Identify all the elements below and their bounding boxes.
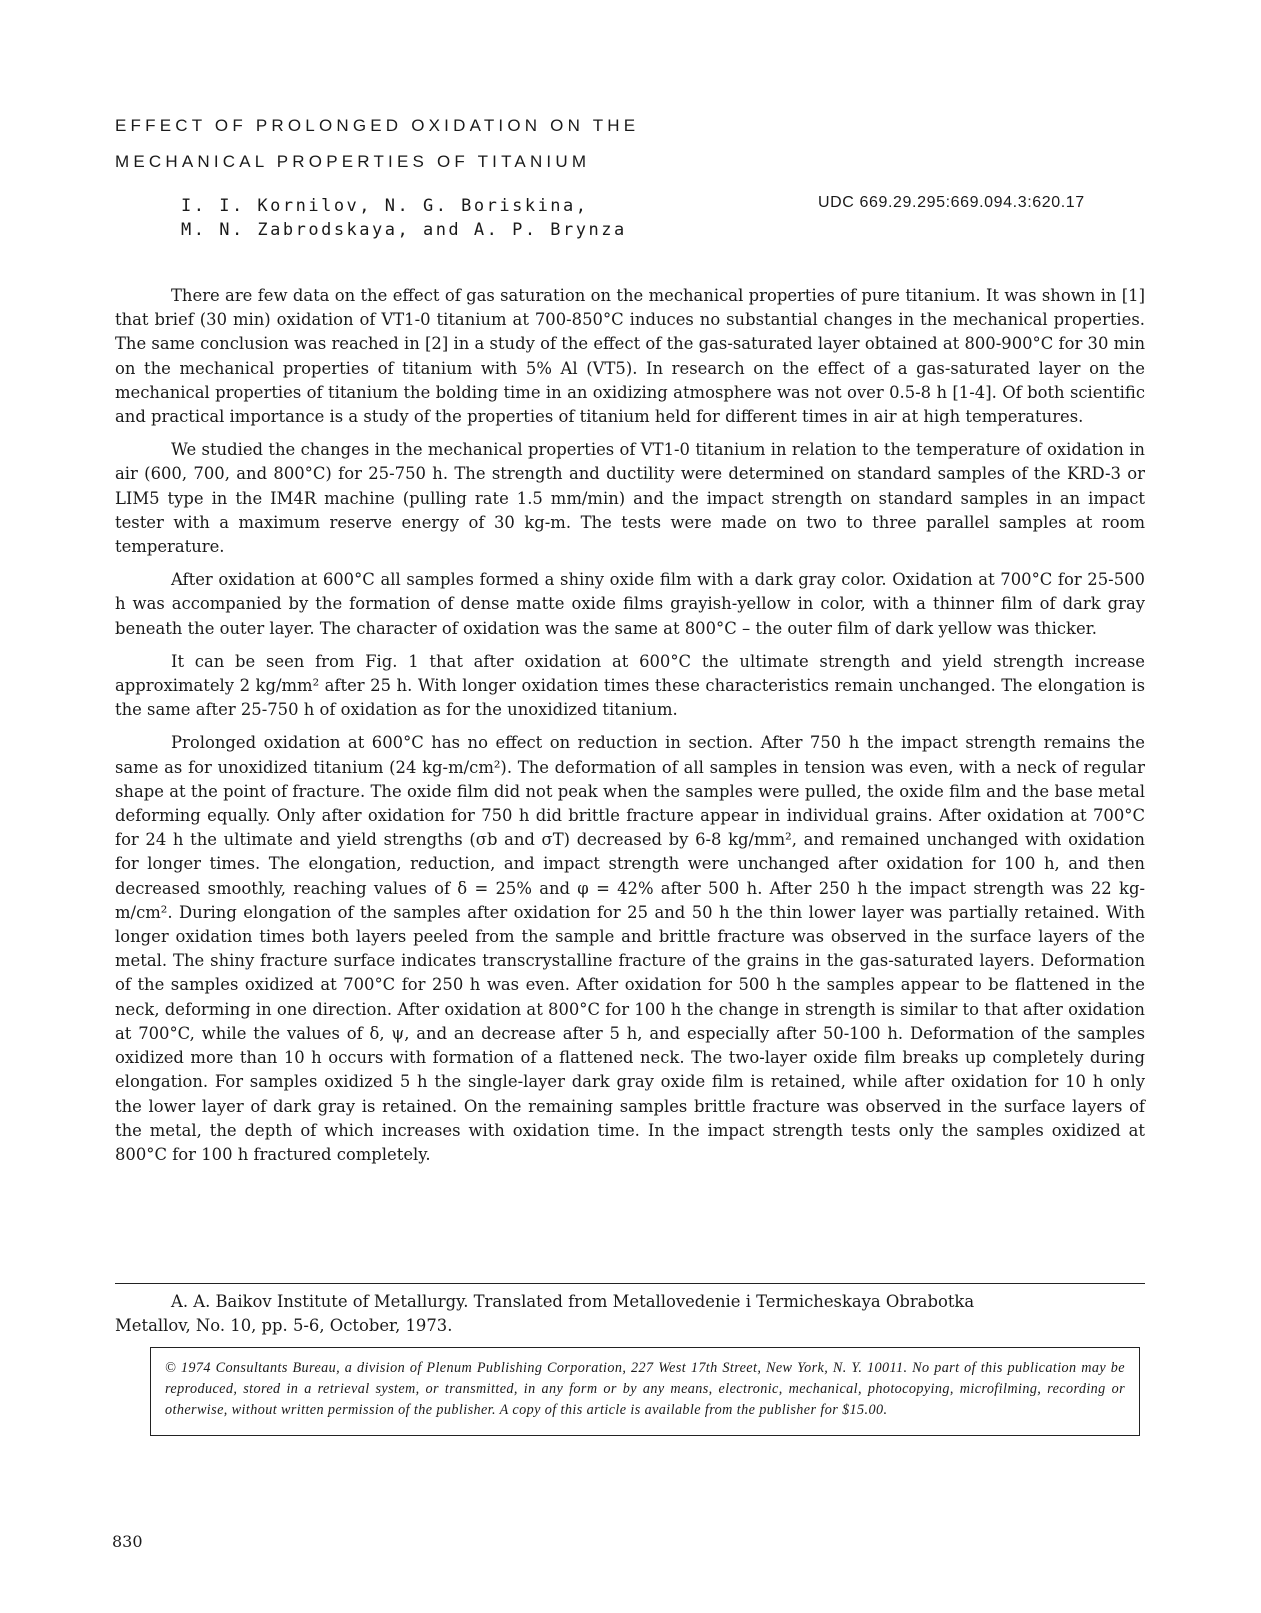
footnote-divider <box>115 1283 1145 1284</box>
paragraph-2: We studied the changes in the mechanical properties of VT1-0 titanium in relation to the temperature of oxidation in air (600, 700, and 800°C) for 25-750 h. The strength and ductility were determined on standard samples of the KRD-3 or LIM5 type in the IM4R machine (pulling rate 1.5 mm/min) and the impact strength on standard samples in an impact tester with a maximum reserve energy of 30 kg-m. The tests were made on two to three parallel samples at room temperature. <box>115 440 1145 557</box>
title-line-1: EFFECT OF PROLONGED OXIDATION ON THE <box>115 116 640 135</box>
paragraph-3: After oxidation at 600°C all samples formed a shiny oxide film with a dark gray color. Oxidation at 700°C for 25-500 h was accompanied by the formation of dense matte oxide films grayish-yellow in color, with a thinner film of dark gray beneath the outer layer. The character of oxidation was the same at 800°C – the outer film of dark yellow was thicker. <box>115 570 1145 638</box>
affiliation-line-1: A. A. Baikov Institute of Metallurgy. Translated from Metallovedenie i Termicheskaya Obrabotka <box>171 1292 975 1311</box>
affiliation-footnote <box>115 1290 1115 1338</box>
paragraph-1: There are few data on the effect of gas saturation on the mechanical properties of pure titanium. It was shown in [1] that brief (30 min) oxidation of VT1-0 titanium at 700-850°C induces no substantial changes in the mechanical properties. The same conclusion was reached in [2] in a study of the effect of the gas-saturated layer obtained at 800-900°C for 30 min on the mechanical properties of titanium with 5% Al (VT5). In research on the effect of a gas-saturated layer on the mechanical properties of titanium the bolding time in an oxidizing atmosphere was not over 0.5-8 h [1-4]. Of both scientific and practical importance is a study of the properties of titanium held for different times in air at high temperatures. <box>115 286 1145 427</box>
article-body <box>115 284 1145 1176</box>
title-line-2: MECHANICAL PROPERTIES OF TITANIUM <box>115 152 591 171</box>
article-title <box>115 108 639 180</box>
authors-line-2: M. N. Zabrodskaya, and A. P. Brynza <box>181 220 627 240</box>
page-number: 830 <box>112 1532 143 1551</box>
udc-code: UDC 669.29.295:669.094.3:620.17 <box>818 194 1085 211</box>
paragraph-4: It can be seen from Fig. 1 that after oxidation at 600°C the ultimate strength and yield strength increase approximately 2 kg/mm² after 25 h. With longer oxidation times these characteristics remain unchanged. The elongation is the same after 25-750 h of oxidation as for the unoxidized titanium. <box>115 651 1145 720</box>
copyright-notice: © 1974 Consultants Bureau, a division of Plenum Publishing Corporation, 227 West 17th Street, New York, N. Y. 10011. No part of this publication may be reproduced, stored in a retrieval system, or transmitted, in any form or by any means, electronic, mechanical, photocopying, microfilming, recording or otherwise, without written permission of the publisher. A copy of this article is available from the publisher for $15.00. <box>150 1347 1140 1436</box>
paragraph-5: Prolonged oxidation at 600°C has no effect on reduction in section. After 750 h the impact strength remains the same as for unoxidized titanium (24 kg-m/cm²). The deformation of all samples in tension was even, with a neck of regular shape at the point of fracture. The oxide film did not peak when the samples were pulled, the oxide film and the base metal deforming equally. Only after oxidation for 750 h did brittle fracture appear in individual grains. After oxidation at 700°C for 24 h the ultimate and yield strengths (σb and σT) decreased by 6-8 kg/mm², and remained unchanged with oxidation for longer times. The elongation, reduction, and impact strength were unchanged after oxidation for 100 h, and then decreased smoothly, reaching values of δ = 25% and φ = 42% after 500 h. After 250 h the impact strength was 22 kg-m/cm². During elongation of the samples after oxidation for 25 and 50 h the thin lower layer was partially retained. With longer oxidation times both layers peeled from the sample and brittle fracture was observed in the surface layers of the metal. The shiny fracture surface indicates transcrystalline fracture of the grains in the gas-saturated layers. Deformation of the samples oxidized at 700°C for 250 h was even. After oxidation for 500 h the samples appear to be flattened in the neck, deforming in one direction. After oxidation at 800°C for 100 h the change in strength is similar to that after oxidation at 700°C, while the values of δ, ψ, and an decrease after 5 h, and especially after 50-100 h. Deformation of the samples oxidized more than 10 h occurs with formation of a flattened neck. The two-layer oxide film breaks up completely during elongation. For samples oxidized 5 h the single-layer dark gray oxide film is retained, while after oxidation for 10 h only the lower layer of dark gray is retained. On the remaining samples brittle fracture was observed in the surface layers of the metal, the depth of which increases with oxidation time. In the impact strength tests only the samples oxidized at 800°C for 100 h fractured completely. <box>115 733 1145 1164</box>
author-list <box>181 194 627 242</box>
affiliation-line-2: Metallov, No. 10, pp. 5-6, October, 1973. <box>115 1316 453 1336</box>
authors-line-1: I. I. Kornilov, N. G. Boriskina, <box>181 196 589 216</box>
